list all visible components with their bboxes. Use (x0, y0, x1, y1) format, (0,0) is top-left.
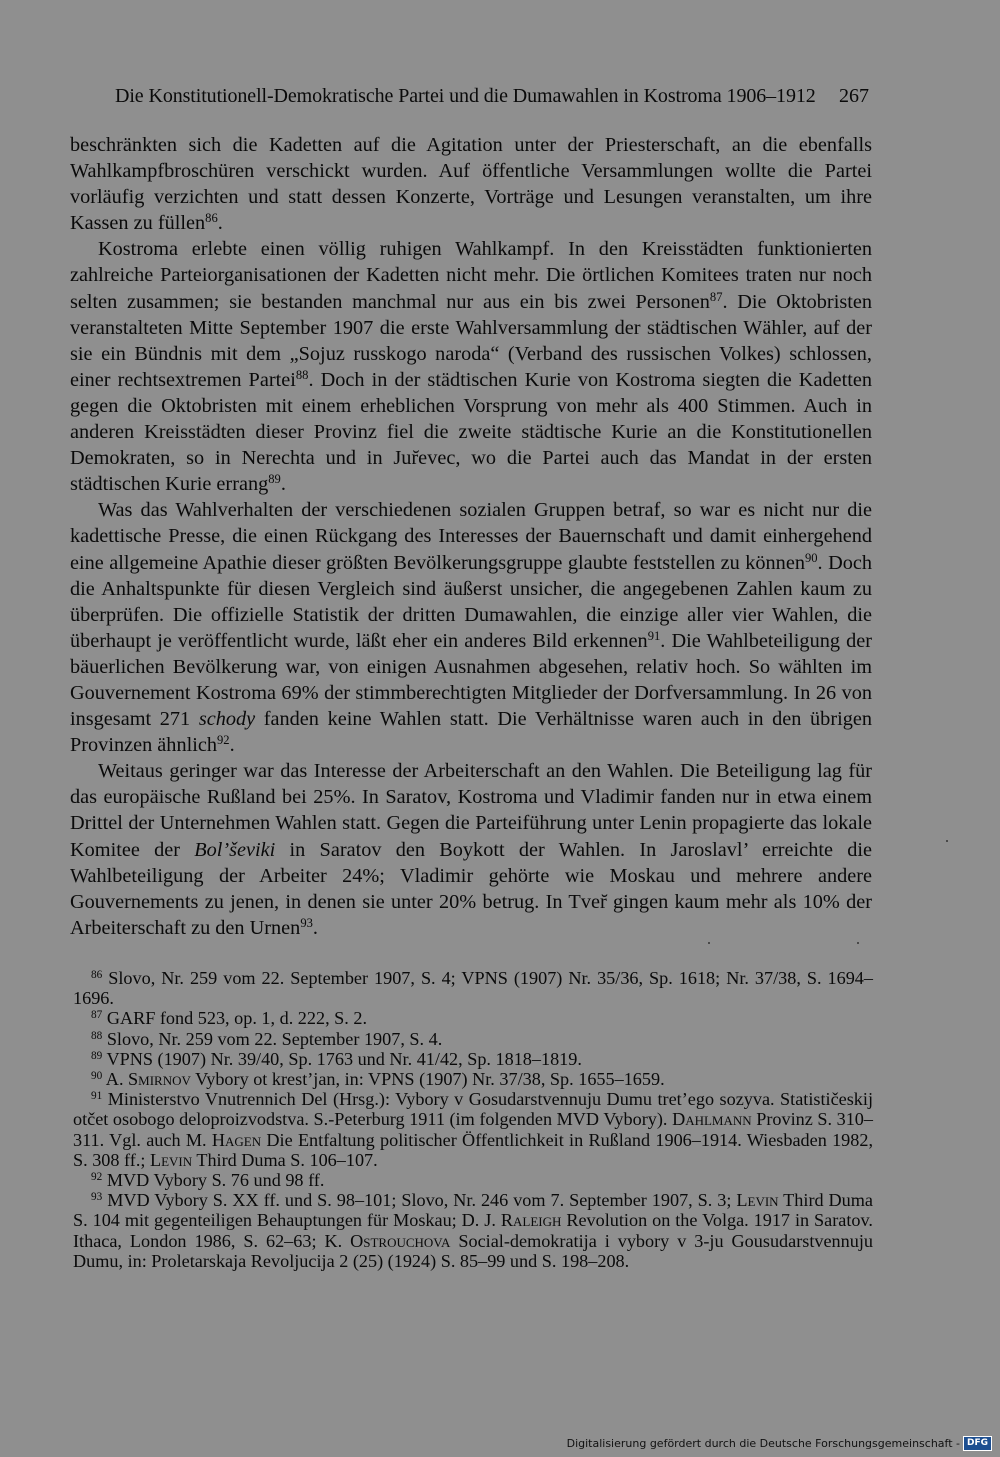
paragraph (70, 132, 872, 236)
italic-term: Bol’ševiki (194, 838, 276, 861)
footnote-marker: 93 (91, 1191, 103, 1204)
scan-speck (946, 840, 948, 842)
text-run: GARF fond 523, op. 1, d. 222, S. 2. (102, 1008, 368, 1029)
footnote-marker: 89 (268, 472, 281, 487)
footnotes (73, 968, 873, 1271)
text-run: . Die Wahlbeteiligung der bäuerlichen Bevölkerung war, von einigen Ausnahmen abgesehen, relativ hoch. So wählten im Gouvernement Kostroma 69% der stimmberechtigten Mitglieder der Dorfversammlung. In 26 von insgesamt 271 (70, 629, 872, 731)
text-run: beschränkten sich die Kadetten auf die Agitation unter der Priesterschaft, an die ebenfalls Wahlkampfbroschüren verschickt wurden. Auf öffentliche Versammlungen wollte die Partei vorläufig verzichten und statt dessen Konzerte, Vorträge und Lesungen veranstalten, um ihre Kassen zu füllen (70, 134, 872, 235)
text-run: Vybory ot krest’jan, in: VPNS (1907) Nr. 37/38, Sp. 1655–1659. (190, 1069, 665, 1090)
footnote-marker: 87 (709, 289, 723, 304)
text-run: in Saratov den Boykott der Wahlen. In Jaroslavl’ erreichte die Wahlbeteiligung der Arbeiter 24%; Vladimir gehörte wie Moskau und mehrere andere Gouvernements zu jenen, in denen sie unter 20% betrug. In Tver̆ gingen kaum mehr als 10% der Arbeiterschaft zu den Urnen (70, 838, 872, 939)
footnote-marker: 90 (91, 1069, 103, 1082)
scan-speck (708, 942, 710, 944)
footnote-marker: 92 (91, 1170, 103, 1183)
footnote-marker: 93 (300, 915, 313, 930)
dfg-logo: DFG (963, 1436, 992, 1451)
footnote-marker: 86 (205, 211, 218, 226)
digitization-credit (567, 1436, 992, 1451)
text-run: . (312, 916, 318, 939)
author-name: Ostrouchova (350, 1230, 451, 1251)
text-run: Slovo, Nr. 259 vom 22. September 1907, S. 4; VPNS (1907) Nr. 35/36, Sp. 1618; Nr. 37/38, S. 1694–1696. (73, 968, 873, 1009)
text-run: Third Duma S. 104 mit gegenteiligen Behauptungen für Moskau; D. J. (73, 1190, 873, 1231)
author-name: Hagen (211, 1129, 262, 1150)
text-run: Provinz S. 310–311. Vgl. auch M. (73, 1109, 873, 1150)
author-name: Levin (736, 1190, 779, 1211)
footnote (73, 1190, 873, 1271)
text-run: VPNS (1907) Nr. 39/40, Sp. 1763 und Nr. 41/42, Sp. 1818–1819. (102, 1048, 582, 1069)
author-name: Dahlmann (672, 1109, 752, 1130)
text-run: . (280, 473, 286, 496)
text-run: . Die Oktobristen veranstalteten Mitte September 1907 die erste Wahlversammlung der städtischen Wähler, auf der sie ein Bündnis mit dem „Sojuz russkogo naroda“ (Verband des russischen Volkes) schlossen, einer rechtsextremen Partei (70, 290, 872, 391)
author-name: Levin (149, 1149, 193, 1170)
text-run: MVD Vybory S. XX ff. und S. 98–101; Slovo, Nr. 246 vom 7. September 1907, S. 3; (102, 1190, 737, 1211)
body-text (70, 132, 872, 941)
page-number: 267 (839, 85, 869, 107)
footnote-marker: 88 (295, 367, 309, 382)
paragraph (70, 236, 872, 497)
italic-term: schody (198, 708, 256, 731)
paragraph (70, 497, 872, 758)
text-run: Ministerstvo Vnutrennich Del (Hrsg.): Vybory v Gosudarstvennuju Dumu tret’ego sozyva. Statističeskij otčet osobogo deloproizvodstva. S.-Peterburg 1911 (im folgenden MVD Vybory). (73, 1089, 873, 1130)
paragraph (70, 758, 872, 941)
author-name: Raleigh (500, 1210, 562, 1231)
footnote-marker: 91 (647, 628, 661, 643)
footnote-marker: 91 (91, 1090, 103, 1103)
footnote-marker: 87 (91, 1009, 103, 1022)
running-header (115, 84, 875, 108)
text-run: . Doch in der städtischen Kurie von Kostroma siegten die Kadetten gegen die Oktobristen mit einem erheblichen Vorsprung von mehr als 400 Stimmen. Auch in anderen Kreisstädten dieser Provinz fiel die zweite städtische Kurie an die Konstitutionellen Demokraten, so in Nerechta und in Jur̆evec, wo die Partei auch das Mandat in der ersten städtischen Kurie errang (70, 368, 872, 496)
text-run: MVD Vybory S. 76 und 98 ff. (102, 1170, 325, 1191)
text-run: . (217, 212, 223, 235)
text-run: Third Duma S. 106–107. (192, 1149, 378, 1170)
scan-speck (857, 942, 859, 944)
text-run: Weitaus geringer war das Interesse der Arbeiterschaft an den Wahlen. Die Beteiligung lag für das europäische Rußland bei 25%. In Saratov, Kostroma und Vladimir fanden nur in etwa einem Drittel der Unternehmen Wahlen statt. Gegen die Parteiführung unter Lenin propagierte das lokale Komitee der (70, 760, 872, 861)
footnote (73, 1069, 873, 1089)
footnote-marker: 90 (804, 550, 818, 565)
text-run: . Doch die Anhaltspunkte für diesen Vergleich sind äußerst unsicher, die angegebenen Zahlen kaum zu überprüfen. Die offizielle Statistik der dritten Dumawahlen, die einzige aller vier Wahlen, die überhaupt je veröffentlicht wurde, läßt eher ein anderes Bild erkennen (70, 551, 872, 652)
footnote (73, 1008, 873, 1028)
footnote-marker: 88 (91, 1029, 103, 1042)
footnote (73, 1029, 873, 1049)
text-run: . (229, 734, 235, 757)
text-run: Slovo, Nr. 259 vom 22. September 1907, S. 4. (102, 1028, 443, 1049)
text-run: Was das Wahlverhalten der verschiedenen sozialen Gruppen betraf, so war es nicht nur die kadettische Presse, die einen Rückgang des Interesses der Bauernschaft und damit einhergehend eine allgemeine Apathie dieser größten Bevölkerungsgruppe glaubte feststellen zu können (70, 499, 872, 574)
text-run: Kostroma erlebte einen völlig ruhigen Wahlkampf. In den Kreisstädten funktionierten zahlreiche Parteiorganisationen der Kadetten nicht mehr. Die örtlichen Komitees traten nur noch selten zusammen; sie bestanden manchmal nur aus ein bis zwei Personen (70, 238, 872, 313)
author-name: Smirnov (128, 1069, 191, 1090)
text-run: A. (102, 1069, 129, 1090)
footnote (73, 1170, 873, 1190)
footnote-marker: 92 (217, 733, 230, 748)
text-run: Social-demokratija i vybory v 3-ju Gousudarstvennuju Dumu, in: Proletarskaja Revoljucija 2 (25) (1924) S. 85–99 und S. 198–208. (73, 1230, 873, 1271)
credit-text: Digitalisierung gefördert durch die Deutsche Forschungsgemeinschaft - (566, 1436, 960, 1450)
footnote (73, 1089, 873, 1170)
footnote (73, 1049, 873, 1069)
text-run: fanden keine Wahlen statt. Die Verhältnisse waren auch in den übrigen Provinzen ähnlich (70, 708, 872, 757)
footnote (73, 968, 873, 1008)
text-run: Revolution on the Volga. 1917 in Saratov. Ithaca, London 1986, S. 62–63; K. (73, 1210, 873, 1251)
footnote-marker: 89 (91, 1049, 103, 1062)
footnote-marker: 86 (91, 968, 103, 981)
text-run: Die Entfaltung politischer Öffentlichkeit in Rußland 1906–1914. Wiesbaden 1982, S. 308 ff.; (73, 1129, 874, 1170)
running-header-title: Die Konstitutionell-Demokratische Partei und die Dumawahlen in Kostroma 1906–1912 (115, 85, 816, 107)
